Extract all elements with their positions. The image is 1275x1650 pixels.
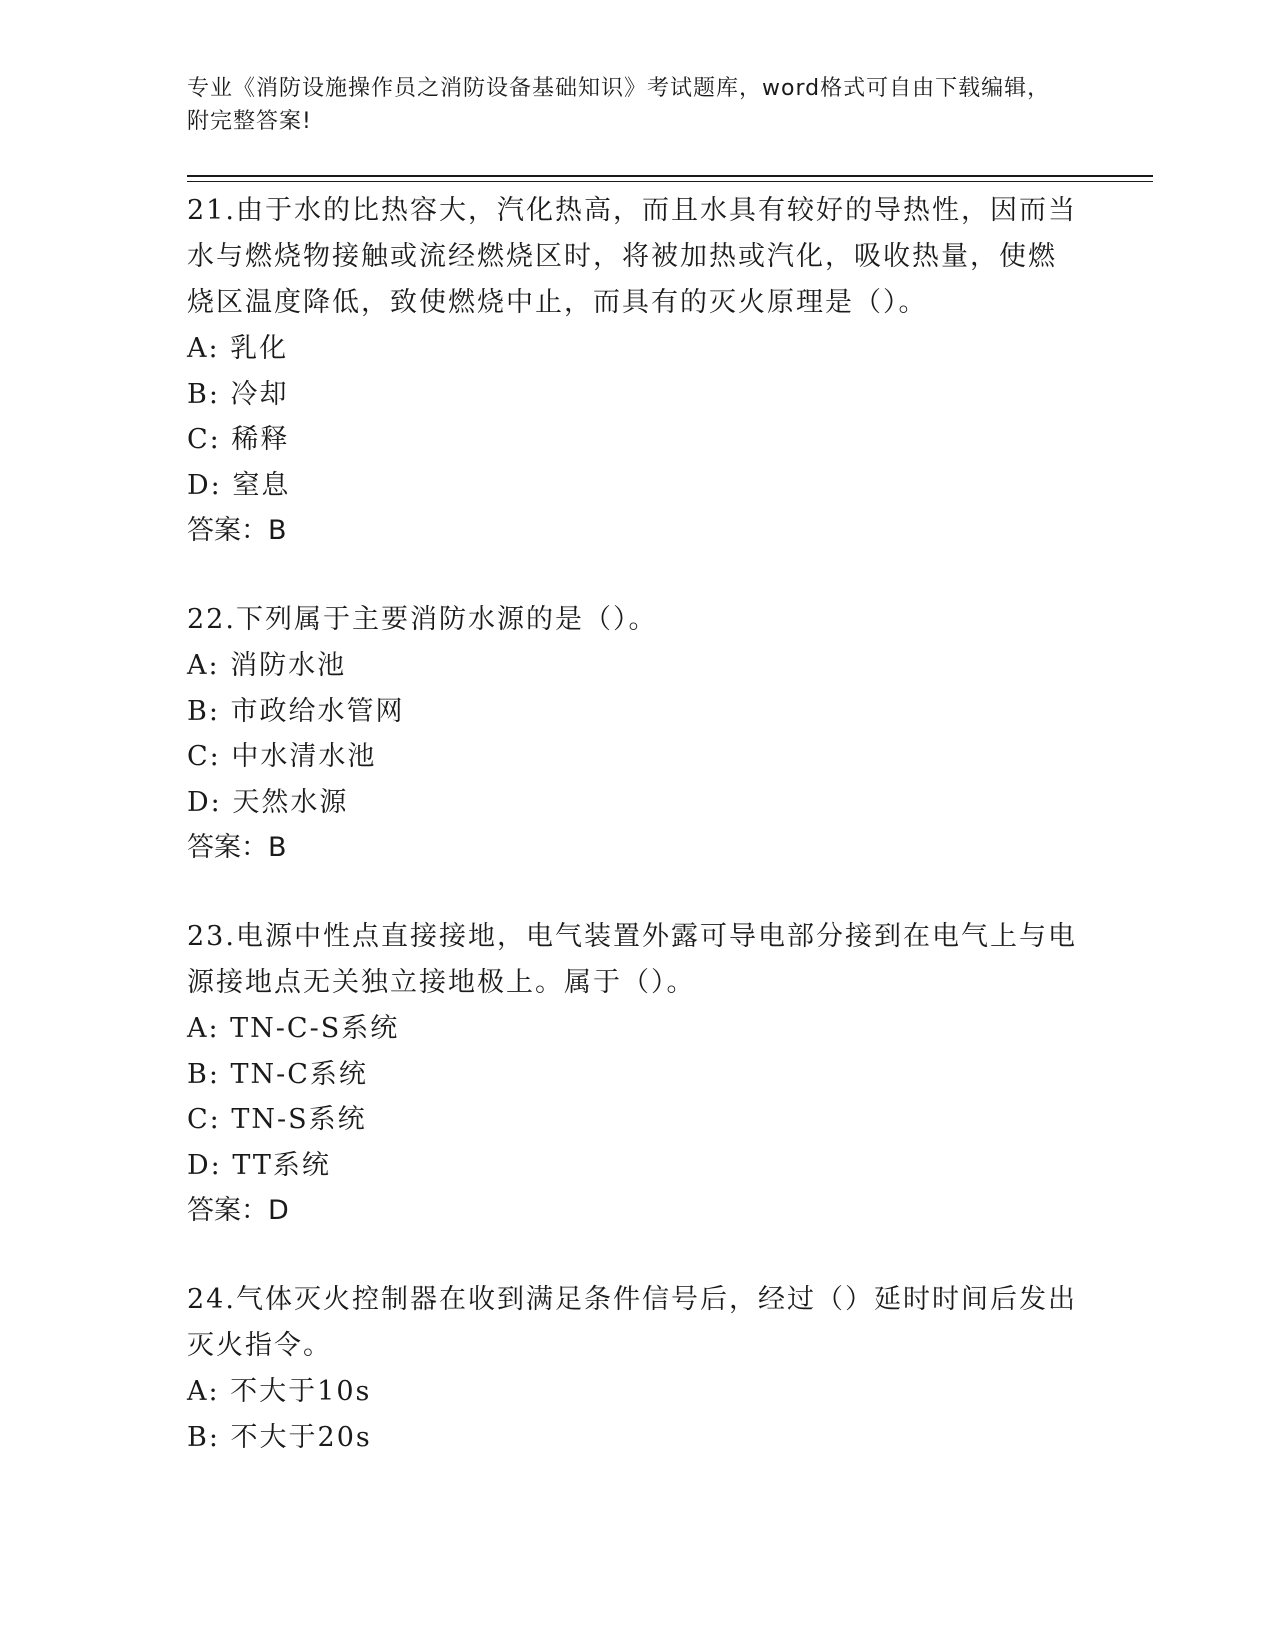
question-stem: 23.电源中性点直接接地，电气装置外露可导电部分接到在电气上与电源接地点无关独立接地极上。属于（）。 <box>187 921 1077 998</box>
option-d: D: 天然水源 <box>187 786 349 818</box>
header-divider-thin <box>187 181 1153 182</box>
option-a: A: 不大于10s <box>187 1376 372 1407</box>
question-21 <box>187 188 1077 554</box>
question-24 <box>187 1277 1077 1460</box>
question-23 <box>187 914 1077 1234</box>
option-d: D: 窒息 <box>187 469 291 501</box>
answer-line: 答案：D <box>187 1195 289 1226</box>
option-c: C: TN-S系统 <box>187 1104 367 1135</box>
option-b: B: TN-C系统 <box>187 1058 368 1090</box>
option-d: D: TT系统 <box>187 1149 331 1181</box>
option-c: C: 稀释 <box>187 424 290 455</box>
option-b: B: 不大于20s <box>187 1421 372 1453</box>
question-stem: 21.由于水的比热容大，汽化热高，而且水具有较好的导热性，因而当水与燃烧物接触或流经燃烧区时，将被加热或汽化，吸收热量，使燃烧区温度降低，致使燃烧中止，而具有的灭火原理是（）。 <box>187 195 1077 318</box>
document-intro: 专业《消防设施操作员之消防设备基础知识》考试题库，word格式可自由下载编辑，附完整答案! <box>187 76 1051 134</box>
question-stem: 22.下列属于主要消防水源的是（）。 <box>187 604 658 635</box>
question-stem: 24.气体灭火控制器在收到满足条件信号后，经过（）延时时间后发出灭火指令。 <box>187 1284 1077 1361</box>
option-a: A: 乳化 <box>187 333 289 364</box>
option-c: C: 中水清水池 <box>187 741 377 772</box>
question-list <box>187 188 1077 1503</box>
option-a: A: TN-C-S系统 <box>187 1013 400 1044</box>
option-b: B: 冷却 <box>187 378 289 410</box>
question-22 <box>187 597 1077 871</box>
header-divider-thick <box>187 175 1153 177</box>
answer-line: 答案：B <box>187 832 287 863</box>
option-b: B: 市政给水管网 <box>187 695 405 727</box>
option-a: A: 消防水池 <box>187 650 347 681</box>
answer-line: 答案：B <box>187 515 287 546</box>
